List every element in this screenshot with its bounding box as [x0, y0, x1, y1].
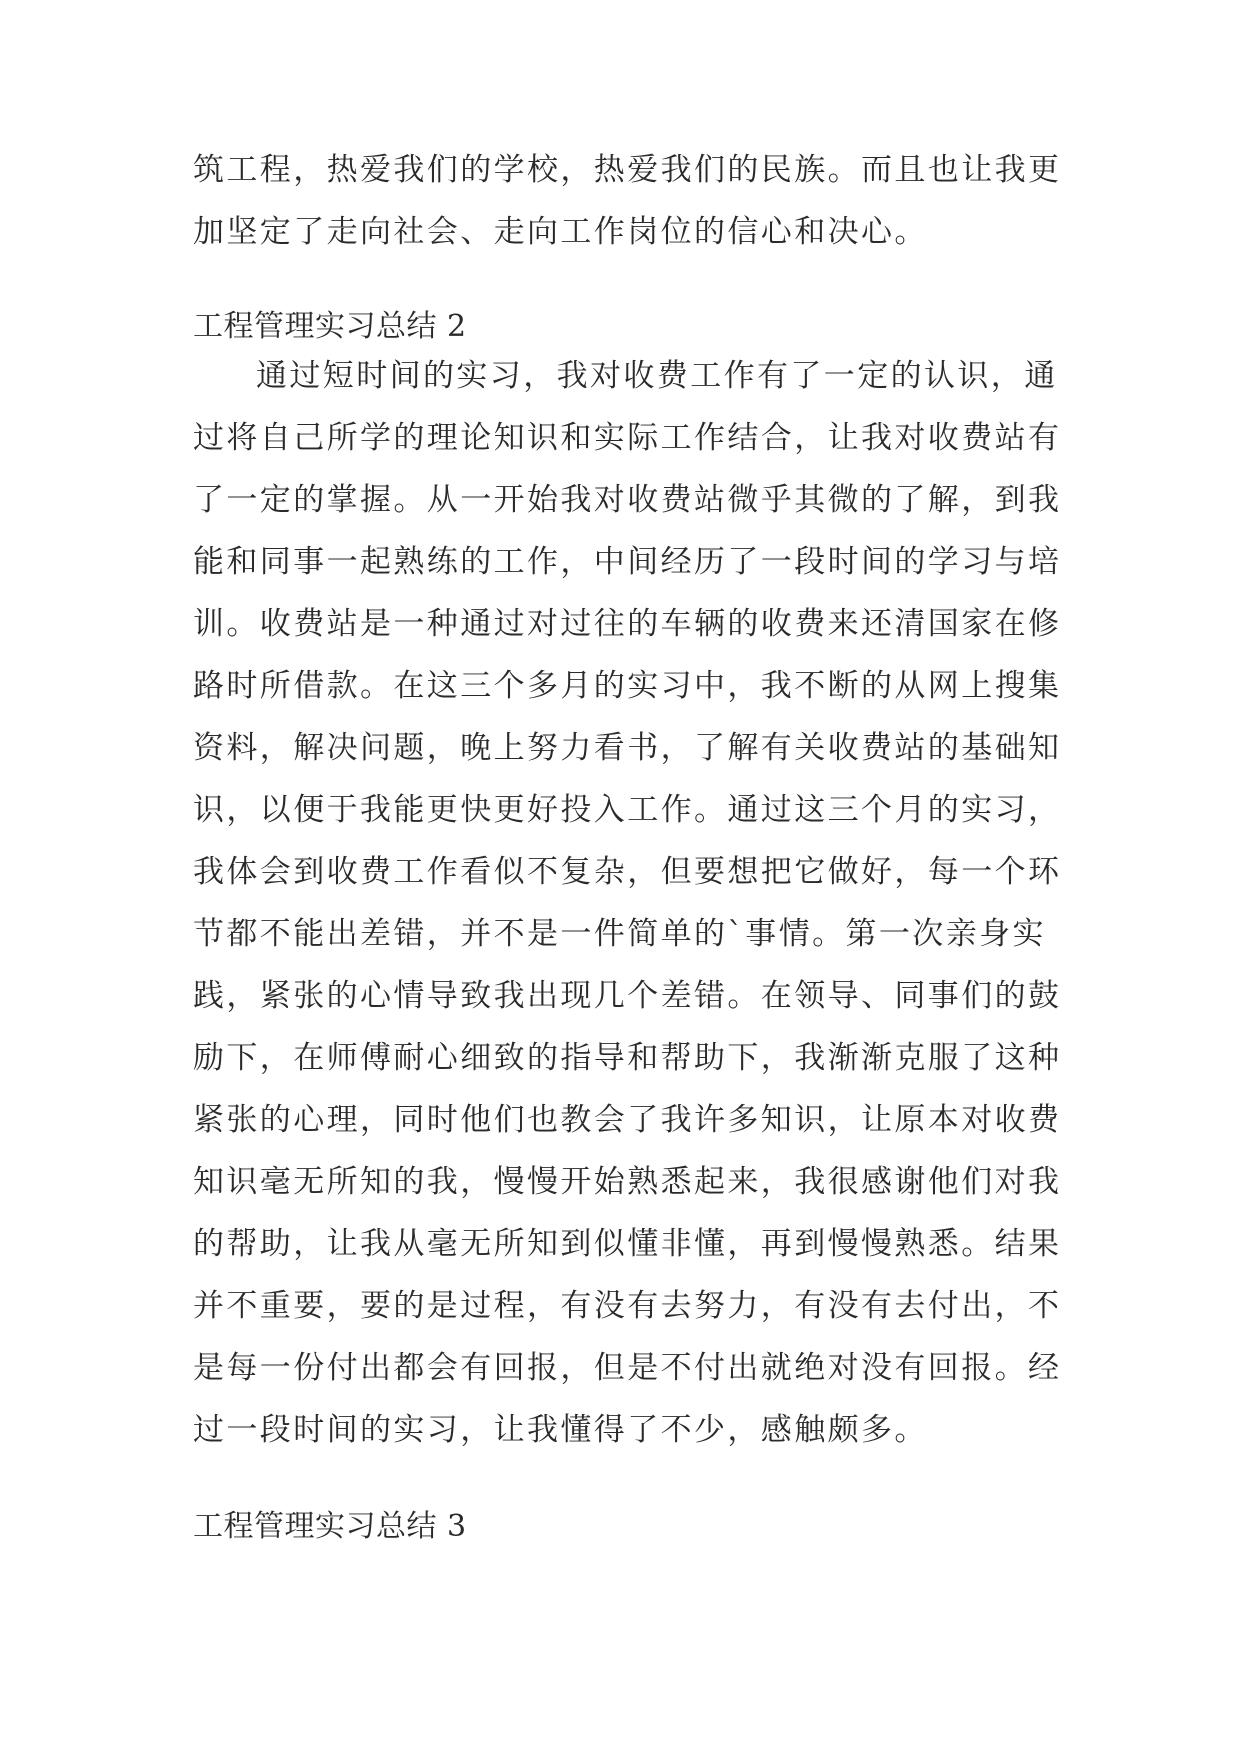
paragraph-line: 能和同事一起熟练的工作，中间经历了一段时间的学习与培: [193, 544, 1062, 580]
paragraph-line: 并不重要，要的是过程，有没有去努力，有没有去付出，不: [193, 1288, 1062, 1324]
paragraph-line: 过一段时间的实习，让我懂得了不少，感触颇多。: [193, 1412, 928, 1448]
paragraph-line: 节都不能出差错，并不是一件简单的`事情。第一次亲身实: [193, 916, 1046, 952]
paragraph-line: 过将自己所学的理论知识和实际工作结合，让我对收费站有: [193, 420, 1062, 456]
paragraph-line: 知识毫无所知的我，慢慢开始熟悉起来，我很感谢他们对我: [193, 1164, 1062, 1200]
continuation-paragraph: [193, 139, 1062, 263]
paragraph-line: 励下，在师傅耐心细致的指导和帮助下，我渐渐克服了这种: [193, 1040, 1062, 1076]
paragraph-line: 是每一份付出都会有回报，但是不付出就绝对没有回报。经: [193, 1350, 1062, 1386]
paragraph-line: 紧张的心理，同时他们也教会了我许多知识，让原本对收费: [193, 1102, 1062, 1138]
paragraph-line: 识，以便于我能更快更好投入工作。通过这三个月的实习，: [193, 792, 1062, 828]
section-title: 工程管理实习总结 2: [193, 309, 467, 344]
paragraph-line: 通过短时间的实习，我对收费工作有了一定的认识，通: [256, 358, 1058, 394]
section-title: 工程管理实习总结 3: [193, 1509, 467, 1544]
section-2-paragraph: [193, 345, 1062, 1461]
paragraph-line: 了一定的掌握。从一开始我对收费站微乎其微的了解，到我: [193, 482, 1062, 518]
paragraph-line: 路时所借款。在这三个多月的实习中，我不断的从网上搜集: [193, 668, 1062, 704]
paragraph-line: 的帮助，让我从毫无所知到似懂非懂，再到慢慢熟悉。结果: [193, 1226, 1062, 1262]
paragraph-line: 资料，解决问题，晚上努力看书，了解有关收费站的基础知: [193, 730, 1062, 766]
paragraph-line: 筑工程，热爱我们的学校，热爱我们的民族。而且也让我更: [193, 152, 1062, 188]
paragraph-line: 加坚定了走向社会、走向工作岗位的信心和决心。: [193, 214, 928, 250]
paragraph-line: 训。收费站是一种通过对过往的车辆的收费来还清国家在修: [193, 606, 1062, 642]
paragraph-line: 我体会到收费工作看似不复杂，但要想把它做好，每一个环: [193, 854, 1062, 890]
section-heading-3: [193, 1502, 1053, 1552]
paragraph-line: 践，紧张的心情导致我出现几个差错。在领导、同事们的鼓: [193, 978, 1062, 1014]
